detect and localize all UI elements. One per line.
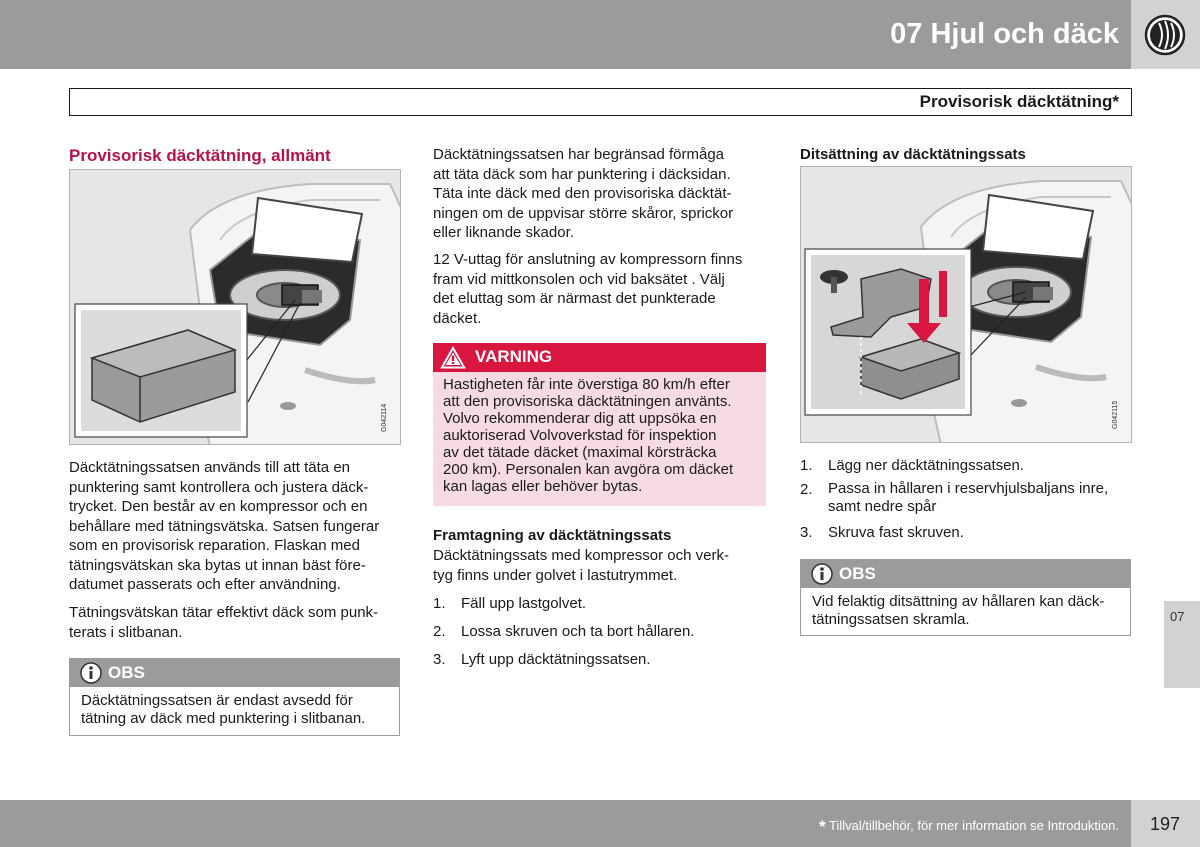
text-line: datumet passerats och efter användning. [69,576,341,593]
step-text: Skruva fast skruven. [828,524,964,541]
page-number: 197 [1150,814,1181,834]
text-line: däcket. [433,309,482,327]
chapter-title: 07 Hjul och däck [890,18,1119,50]
obs-text [70,687,399,728]
step-number: 3. [800,524,813,541]
text-line: punktering samt kontrollera och justera däck- [69,478,369,496]
chapter-header [0,0,1131,69]
obs-label: OBS [108,663,145,682]
figure-code: G042114 [381,403,388,432]
text-line: tätningssatsen skramla. [812,611,970,628]
side-tab-label: 07 [1170,609,1185,624]
figure-tire-kit-installation [800,166,1132,443]
section-title: Provisorisk däcktätning* [919,92,1119,111]
page-number-box [1131,800,1200,847]
text-line: tätningsvätskan ska bytas ut innan bäst före- [69,556,366,574]
info-icon [810,563,834,585]
step-number: 2. [800,481,813,498]
car-trunk-illustration [70,170,401,445]
col2-paragraph-2 [433,250,773,328]
text-line: tätning av däck med punktering i slitbanan. [81,710,366,727]
text-line: att täta däck som har punktering i däcksidan. [433,165,731,183]
text-line: Hastigheten får inte överstiga 80 km/h efter [443,376,730,393]
warning-triangle-icon [440,346,466,369]
col3-heading: Ditsättning av däcktätningssats [800,146,1026,163]
obs-text [801,588,1130,629]
step-text: Fäll upp lastgolvet. [461,595,587,612]
text-line: trycket. Den består av en kompressor och en [69,498,368,515]
step-number: 1. [433,595,446,612]
col2-paragraph-3 [433,546,773,585]
text-line: Passa in hållaren i reservhjulsbaljans inre, [828,480,1109,497]
section-heading-box [69,88,1132,116]
text-line: tyg finns under golvet i lastutrymmet. [433,566,678,584]
warning-label: VARNING [475,347,553,366]
tire-icon [1144,14,1186,56]
text-line: Däcktätningssatsen har begränsad förmåga [433,146,725,163]
warning-box [433,343,766,506]
info-icon [79,662,103,684]
col1-paragraph-1 [69,458,409,595]
step-number: 2. [433,623,446,640]
obs-note-box [69,658,400,736]
col2-steps-list [433,594,773,674]
step-text [828,480,1148,516]
step-text: Lossa skruven och ta bort hållaren. [461,623,695,640]
col2-paragraph-1 [433,145,773,243]
step-text: Lägg ner däcktätningssatsen. [828,457,1024,474]
text-line: ningen om de uppvisar större skåror, sprickor [433,204,734,222]
text-line: 200 km). Personalen kan avgöra om däcket [443,461,734,478]
text-line: att den provisoriska däcktätningen använts. [443,393,732,410]
chapter-side-tab [1164,601,1200,688]
col2-subheading: Framtagning av däcktätningssats [433,527,672,544]
text-line: Däcktätningssatsen är endast avsedd för [81,692,353,709]
text-line: fram vid mittkonsolen och vid baksätet . Välj [433,270,725,288]
text-line: det eluttag som är närmast det punkterade [433,290,716,307]
text-line: Däcktätningssatsen används till att täta en [69,459,351,476]
text-line: Vid felaktig ditsättning av hållaren kan däck- [812,593,1105,610]
text-line: som en provisorisk reparation. Flaskan med [69,537,360,554]
obs-note-box [800,559,1131,636]
text-line: eller liknande skador. [433,224,574,241]
obs-label: OBS [839,564,876,583]
figure-code: G042115 [1112,400,1119,429]
col3-steps-list [800,456,1140,546]
text-line: terats i slitbanan. [69,623,183,641]
step-number: 3. [433,651,446,668]
page-footer [0,800,1131,847]
chapter-icon-box [1131,0,1200,69]
car-trunk-holder-illustration [801,167,1132,443]
obs-header [70,659,399,687]
col1-heading: Provisorisk däcktätning, allmänt [69,146,331,165]
footer-note-text: Tillval/tillbehör, för mer information se Introduktion. [829,818,1119,833]
text-line: Tätningsvätskan tätar effektivt däck som punk- [69,604,379,621]
text-line: Täta inte däck med den provisoriska däcktät- [433,185,732,202]
text-line: samt nedre spår [828,498,937,515]
step-text: Lyft upp däcktätningssatsen. [461,651,651,668]
warning-text [433,372,766,495]
warning-header [433,343,766,372]
text-line: auktoriserad Volvoverkstad för inspektion [443,427,717,444]
text-line: kan lagas eller behöver bytas. [443,478,643,495]
footer-asterisk: * [819,817,826,836]
text-line: Volvo rekommenderar dig att uppsöka en [443,410,717,427]
text-line: av det tätade däcket (maximal körsträcka [443,444,717,461]
step-number: 1. [800,457,813,474]
footer-note [819,817,1119,837]
col1-paragraph-2 [69,603,409,642]
text-line: behållare med tätningsvätska. Satsen fungerar [69,517,380,535]
obs-header [801,560,1130,588]
figure-tire-kit-location [69,169,401,445]
text-line: 12 V-uttag för anslutning av kompressorn finns [433,251,743,268]
text-line: Däcktätningssats med kompressor och verk- [433,547,729,564]
